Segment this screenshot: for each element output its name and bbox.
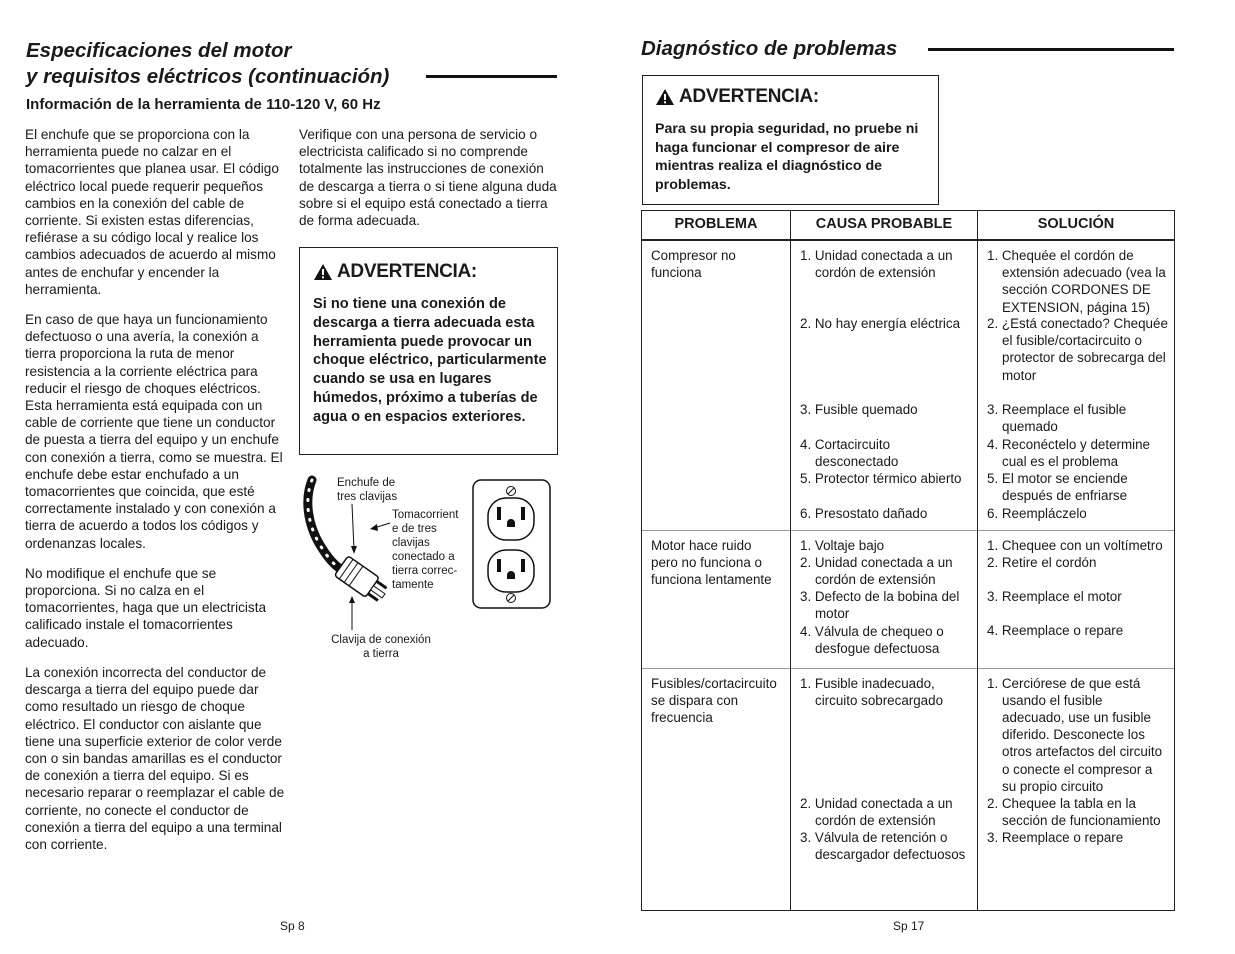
outlet-label-line: clavijas: [392, 537, 430, 549]
header-problem: PROBLEMA: [642, 211, 791, 241]
table-row: [642, 668, 1175, 911]
list-item: 2. Chequee la tabla en la sección de funcionamiento: [987, 795, 1161, 828]
header-solution: SOLUCIÓN: [978, 211, 1175, 241]
header-cause: CAUSA PROBABLE: [791, 211, 978, 241]
warning-box-left: [299, 247, 558, 455]
list-item: 5. El motor se enciende después de enfriarse: [987, 471, 1128, 504]
outlet-label-line: tierra correc-: [392, 565, 458, 577]
grounding-diagram: [290, 470, 570, 670]
list-item: 1. Unidad conectada a un cordón de extensión: [800, 248, 953, 281]
warning-heading-text: ADVERTENCIA:: [679, 86, 819, 107]
page-number-right: Sp 17: [893, 919, 925, 933]
list-item: 2. Retire el cordón: [987, 554, 1097, 570]
solution-cell: [978, 530, 1175, 668]
ground-label-line: Clavija de conexión: [331, 634, 431, 646]
list-item: 3. Reemplace o repare: [987, 829, 1124, 845]
outlet-label-line: Tomacorrient: [392, 509, 459, 521]
cause-list: [800, 247, 971, 522]
table-row: [642, 240, 1175, 530]
ground-label-line: a tierra: [363, 648, 399, 660]
paragraph: La conexión incorrecta del conductor de descarga a tierra del equipo puede dar como resultado un riesgo de choque eléctrico. El conductor con aislante que tiene una superficie exterior de color verde con o sin bandas amarillas es el conductor de conexión a tierra del equipo. Si es necesario reparar o reemplazar el cable de corriente, no conecte el conductor de conexión a tierra del equipo a una terminal con corriente.: [25, 664, 285, 852]
list-item: 1. Voltaje bajo: [800, 537, 885, 553]
list-item: 4. Válvula de chequeo o desfogue defectuosa: [800, 623, 944, 656]
plug-label-line: Enchufe de: [337, 477, 396, 489]
problem-cell: [642, 668, 791, 911]
problem-text: Fusibles/cortacircuito se dispara con frecuencia: [651, 675, 777, 725]
outlet-label-line: e de tres: [392, 523, 437, 535]
list-item: 2. ¿Está conectado? Chequée el fusible/cortacircuito o protector de sobrecarga del motor: [987, 316, 1168, 383]
right-column-text: [299, 126, 561, 242]
solution-list: [987, 247, 1168, 522]
list-item: 2. Unidad conectada a un cordón de extensión: [800, 554, 953, 587]
list-item: 2. Unidad conectada a un cordón de extensión: [800, 795, 953, 828]
left-title: [26, 38, 566, 90]
outlet-label-line: conectado a: [392, 551, 455, 563]
left-title-line1: Especificaciones del motor: [26, 39, 292, 62]
list-item: 4. Reconéctelo y determine cual es el problema: [987, 437, 1151, 470]
plug-label-line: tres clavijas: [337, 491, 398, 503]
subheading: Información de la herramienta de 110-120 V, 60 Hz: [26, 96, 381, 113]
list-item: 4. Cortacircuito desconectado: [800, 437, 899, 470]
problem-cell: [642, 240, 791, 530]
warning-text: Para su propia seguridad, no pruebe ni haga funcionar el compresor de aire mientras realiza el diagnóstico de problemas.: [655, 121, 919, 193]
list-item: 6. Reempláczelo: [987, 506, 1087, 521]
cause-cell: [791, 240, 978, 530]
list-item: 3. Fusible quemado: [800, 402, 918, 417]
solution-cell: [978, 668, 1175, 911]
list-item: 4. Reemplace o repare: [987, 622, 1124, 638]
list-item: 1. Chequée el cordón de extensión adecuado (vea la sección CORDONES DE EXTENSION, página 15): [987, 248, 1166, 315]
solution-list: [987, 675, 1168, 847]
warning-heading: [313, 261, 547, 283]
list-item: 1. Fusible inadecuado, circuito sobrecargado: [800, 675, 944, 708]
warning-box-right: [642, 75, 939, 205]
right-title-rule: [928, 48, 1174, 51]
warning-heading-text: ADVERTENCIA:: [337, 261, 477, 282]
list-item: 3. Defecto de la bobina del motor: [800, 589, 960, 622]
list-item: 3. Válvula de retención o descargador defectuosos: [800, 829, 966, 863]
cause-cell: [791, 530, 978, 668]
left-column-text: [25, 126, 287, 866]
paragraph: No modifique el enchufe que se proporciona. Si no calza en el tomacorrientes, haga que un electricista calificado instale el tomacorrientes adecuado.: [25, 565, 267, 650]
paragraph: En caso de que haya un funcionamiento defectuoso o una avería, la conexión a tierra proporciona la ruta de menor resistencia a la corriente eléctrica para reducir el riesgo de choques eléctricos. Esta herramienta está equipada con un cable de corriente que tiene un conductor de puesta a tierra del equipo y un enchufe con conexión a tierra, como se muestra. El enchufe debe estar enchufado a un tomacorrientes que coincida, que esté correctamente instalado y con conexión a tierra de acuerdo a todos los códigos y ordenanzas locales.: [25, 312, 283, 551]
table-row: [642, 530, 1175, 668]
plug-label: [337, 476, 397, 504]
solution-cell: [978, 240, 1175, 530]
troubleshooting-table: [641, 210, 1175, 911]
right-title: Diagnóstico de problemas: [641, 37, 898, 60]
problem-text: Motor hace ruido pero no funciona o funciona lentamente: [651, 537, 772, 587]
warning-icon: [313, 263, 333, 281]
list-item: 1. Cerciórese de que está usando el fusible adecuado, use un fusible diferido. Desconecte los otros artefactos del circuito o conecte el compresor a su propio circuito: [987, 675, 1163, 794]
warning-text: Si no tiene una conexión de descarga a tierra adecuada esta herramienta puede provocar un choque eléctrico, particularmente cuando se usa en lugares húmedos, próximo a tuberías de agua o en espacios exteriores.: [313, 296, 547, 425]
paragraph: Verifique con una persona de servicio o electricista calificado si no comprende totalmente las instrucciones de conexión de descarga a tierra o si tiene alguna duda sobre si el equipo está conectado a tierra de forma adecuada.: [299, 127, 557, 229]
list-item: 5. Protector térmico abierto: [800, 471, 962, 486]
list-item: 3. Reemplace el fusible quemado: [987, 402, 1127, 435]
outlet-label: [392, 508, 458, 592]
warning-heading: [655, 86, 928, 108]
table-header-row: [642, 211, 1175, 241]
ground-pin-label: [316, 633, 446, 661]
cause-list: [800, 675, 971, 864]
list-item: 3. Reemplace el motor: [987, 588, 1122, 604]
warning-icon: [655, 88, 675, 106]
list-item: 2. No hay energía eléctrica: [800, 316, 961, 331]
list-item: 1. Chequee con un voltímetro: [987, 537, 1163, 553]
page-number-left: Sp 8: [280, 919, 305, 933]
left-title-line2: y requisitos eléctricos (continuación): [26, 65, 390, 88]
solution-list: [987, 537, 1168, 639]
cause-list: [800, 537, 971, 657]
outlet-label-line: tamente: [392, 579, 434, 591]
left-title-rule: [426, 75, 557, 78]
list-item: 6. Presostato dañado: [800, 506, 928, 521]
problem-text: Compresor no funciona: [651, 248, 736, 281]
cause-cell: [791, 668, 978, 911]
problem-cell: [642, 530, 791, 668]
paragraph: El enchufe que se proporciona con la herramienta puede no calzar en el tomacorrientes que planea usar. El código eléctrico local puede requerir pequeños cambios en la conexión del cable de corriente. Si existen estas diferencias, refiérase a su código local y realice los cambios adecuados de acuerdo al mismo antes de enchufar y encender la herramienta.: [25, 127, 279, 297]
